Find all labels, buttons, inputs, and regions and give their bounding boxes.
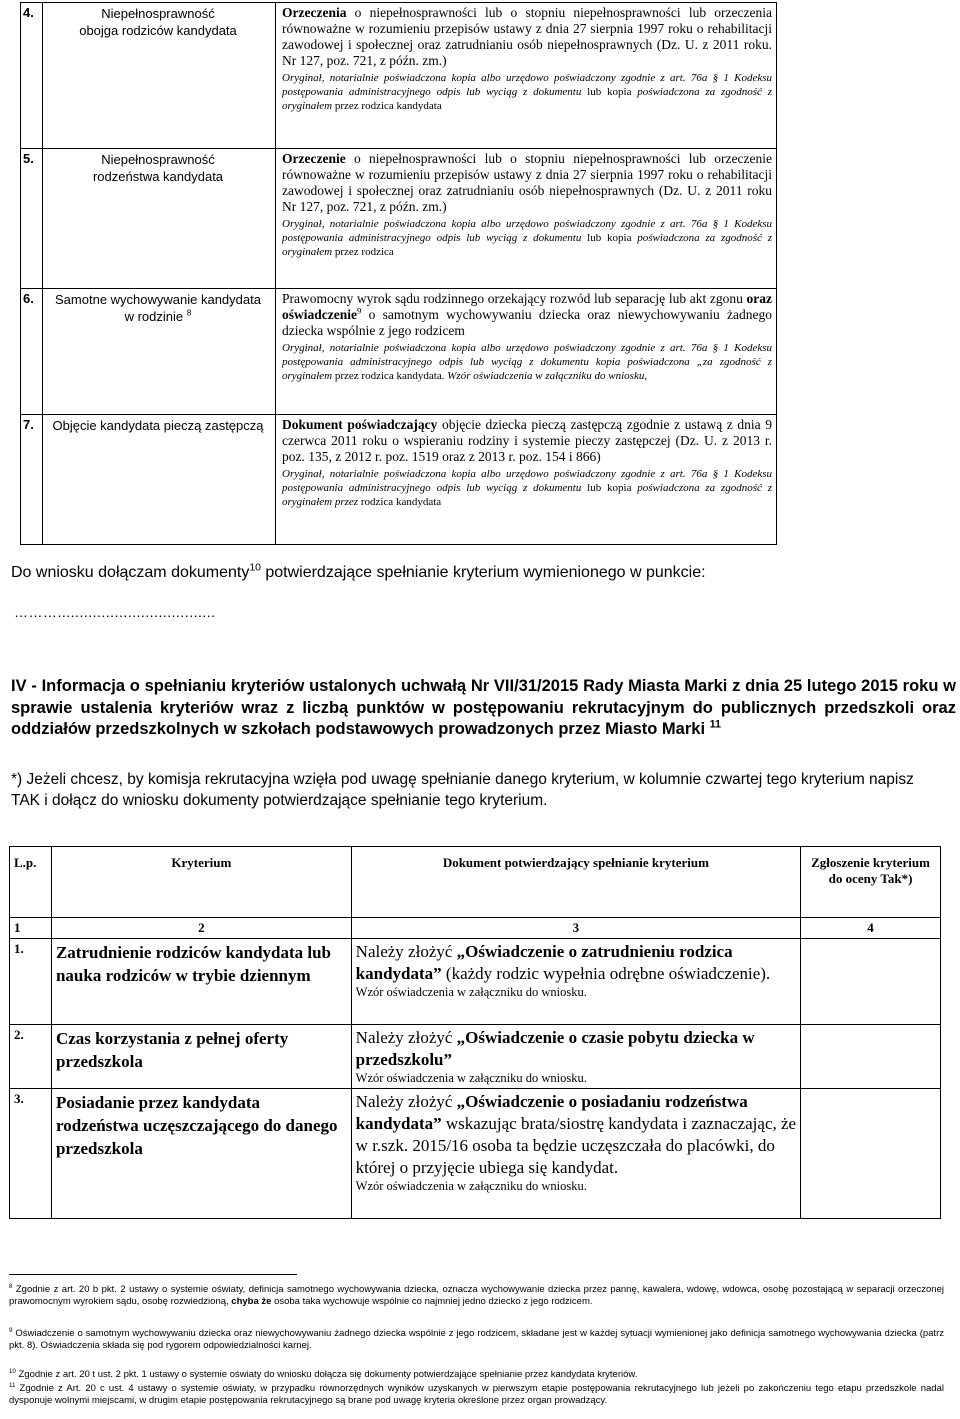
attachment-fill-field[interactable]: ……….................................... <box>14 604 216 620</box>
footnote-9: $^9$ Oświadczenie o samotnym wychowywaniu dziecka oraz niewychowywaniu żadnego dziecka wspólnie z jego rodzicem, składane jest w każdej sytuacji wymienionej jako definicja samotnego wychowywania dziecka (patrz pkt. 8). Oświadczenia składa się pod rygorem odpowiedzialności karnej. <box>9 1326 944 1351</box>
document-note: Oryginał, notarialnie poświadczona kopia albo urzędowo poświadczony zgodnie z art. 76a § 1 Kodeksu postępowania administracyjnego odpis lub wyciąg z dokumentu lub kopia poświadczona za zgodność z oryginałem przez rodzica <box>282 218 772 258</box>
column-number-row: 1 2 3 4 <box>10 918 941 939</box>
criterion-name: Objęcie kandydata pieczą zastępczą <box>43 415 276 545</box>
claim-cell[interactable] <box>801 939 941 1025</box>
footnote-10: $^{10}$ Zgodnie z art. 20 t ust. 2 pkt. 1 ustawy o systemie oświaty do wniosku dołącza się dokumenty potwierdzające spełnianie przez kandydata kryteriów. <box>9 1367 638 1380</box>
criterion-name: Samotne wychowywanie kandydata w rodzinie $^8$ <box>43 289 276 415</box>
points-table <box>9 846 941 1219</box>
instruction-text: *) Jeżeli chcesz, by komisja rekrutacyjna wzięła pod uwagę spełnianie danego kryterium, w kolumnie czwartej tego kryterium napisz TAK i dołącz do wniosku dokumenty potwierdzające spełnianie tego kryterium. <box>11 771 914 809</box>
row-number: 5. <box>21 149 43 289</box>
document-note: Oryginał, notarialnie poświadczona kopia albo urzędowo poświadczony zgodnie z art. 76a § 1 Kodeksu postępowania administracyjnego odpis lub wyciąg z dokumentu kopia poświadczona „za zgodność z oryginałem przez rodzica kandydata. Wzór oświadczenia w załączniku do wniosku, <box>282 342 772 382</box>
footnote-11: $^{11}$ Zgodnie z Art. 20 c ust. 4 ustawy o systemie oświaty, w przypadku równorzędnych wyników uzyskanych w pierwszym etapie postępowania rekrutacyjnego lub jeżeli po zakończeniu tego etapu przedszkole nadal dysponuje wolnymi miejscami, w drugim etapie postępowania rekrutacyjnego są brane pod uwagę kryteria określone przez organ prowadzący. <box>9 1381 944 1406</box>
criterion-title: Zatrudnienie rodziców kandydata lub nauka rodziców w trybie dziennym <box>51 939 351 1025</box>
criteria-table <box>20 2 777 545</box>
criterion-document: Orzeczenia o niepełnosprawności lub o stopniu niepełnosprawności lub orzeczenia równoważne w rozumieniu przepisów ustawy z dnia 27 sierpnia 1997 roku o rehabilitacji zawodowej i społecznej oraz zatrudnianiu osób niepełnosprawnych (Dz. U. z 2011 roku. Nr 127, poz. 721, z późn. zm.) Oryginał, notarialnie poświadczona kopia albo urzędowo poświadczony zgodnie z art. 76a § 1 Kodeksu postępowania administracyjnego odpis lub wyciąg z dokumentu lub kopia poświadczona za zgodność z oryginałem przez rodzica kandydata <box>276 3 777 149</box>
criteria-row <box>21 415 777 545</box>
table-header-row <box>10 847 941 918</box>
criteria-row <box>21 3 777 149</box>
criterion-document: Orzeczenie o niepełnosprawności lub o stopniu niepełnosprawności lub orzeczenie równoważne w rozumieniu przepisów ustawy z dnia 27 sierpnia 1997 roku o rehabilitacji zawodowej i społecznej oraz zatrudnianiu osób niepełnosprawnych (Dz. U. z 2011 roku Nr 127, poz. 721, z późn. zm.) Oryginał, notarialnie poświadczona kopia albo urzędowo poświadczony zgodnie z art. 76a § 1 Kodeksu postępowania administracyjnego odpis lub wyciąg z dokumentu lub kopia poświadczona za zgodność z oryginałem przez rodzica <box>276 149 777 289</box>
criterion-document: Prawomocny wyrok sądu rodzinnego orzekający rozwód lub separację lub akt zgonu oraz oświadczenie$^9$ o samotnym wychowywaniu dziecka oraz niewychowywaniu żadnego dziecka wspólnie z jego rodzicem Oryginał, notarialnie poświadczona kopia albo urzędowo poświadczony zgodnie z art. 76a § 1 Kodeksu postępowania administracyjnego odpis lub wyciąg z dokumentu kopia poświadczona „za zgodność z oryginałem przez rodzica kandydata. Wzór oświadczenia w załączniku do wniosku, <box>276 289 777 415</box>
header-lp: L.p. <box>10 847 52 918</box>
criterion-document: Dokument poświadczający objęcie dziecka pieczą zastępczą zgodnie z ustawą z dnia 9 czerwca 2011 roku o wspieraniu rodziny i systemie pieczy zastępczej (Dz. U. z 2013 r. poz. 135, z 2012 r. poz. 1519 oraz z 2013 r. poz. 154 i 866) Oryginał, notarialnie poświadczona kopia albo urzędowo poświadczony zgodnie z art. 76a § 1 Kodeksu postępowania administracyjnego odpis lub wyciąg z dokumentu lub kopia poświadczona za zgodność z oryginałem przez rodzica kandydata <box>276 415 777 545</box>
table-row: 2. Czas korzystania z pełnej oferty przedszkola Należy złożyć „Oświadczenie o czasie pobytu dziecka w przedszkolu” Wzór oświadczenia w załączniku do wniosku. <box>10 1025 941 1089</box>
row-number: 4. <box>21 3 43 149</box>
criterion-title: Posiadanie przez kandydata rodzeństwa uczęszczającego do danego przedszkola <box>51 1089 351 1219</box>
criterion-name: Niepełnosprawność rodzeństwa kandydata <box>43 149 276 289</box>
attachment-statement: Do wniosku dołączam dokumenty$^{10}$ potwierdzające spełnianie kryterium wymienionego w punkcie: <box>11 562 706 581</box>
document-note: Oryginał, notarialnie poświadczona kopia albo urzędowo poświadczony zgodnie z art. 76a § 1 Kodeksu postępowania administracyjnego odpis lub wyciąg z dokumentu lub kopia poświadczona za zgodność z oryginałem przez rodzica kandydata <box>282 468 772 508</box>
document-note: Oryginał, notarialnie poświadczona kopia albo urzędowo poświadczony zgodnie z art. 76a § 1 Kodeksu postępowania administracyjnego odpis lub wyciąg z dokumentu lub kopia poświadczona za zgodność z oryginałem przez rodzica kandydata <box>282 72 772 112</box>
row-number: 6. <box>21 289 43 415</box>
claim-cell[interactable] <box>801 1025 941 1089</box>
footnote-separator <box>9 1274 297 1275</box>
section-iv-heading: IV - Informacja o spełnianiu kryteriów ustalonych uchwałą Nr VII/31/2015 Rady Miasta Marki z dnia 25 lutego 2015 roku w sprawie ustalenia kryteriów wraz z liczbą punktów w postępowaniu rekrutacyjnym do publicznych przedszkoli oraz oddziałów przedszkolnych w szkołach podstawowych prowadzonych przez Miasto Marki $^{11}$ <box>11 677 956 738</box>
table-row: 1. Zatrudnienie rodziców kandydata lub nauka rodziców w trybie dziennym Należy złożyć „Oświadczenie o zatrudnieniu rodzica kandydata” (każdy rodzic wypełnia odrębne oświadczenie). Wzór oświadczenia w załączniku do wniosku. <box>10 939 941 1025</box>
footnote-8: $^8$ Zgodnie z art. 20 b pkt. 2 ustawy o systemie oświaty, definicja samotnego wychowywania dziecka, oznacza wychowywanie dziecka przez pannę, kawalera, wdowę, wdowca, osobę pozostającą w separacji orzeczonej prawomocnym wyrokiem sądu, osobę rozwiedzioną, chyba że osoba taka wychowuje wspólnie co najmniej jedno dziecko z jego rodzicem. <box>9 1282 944 1307</box>
criteria-row <box>21 289 777 415</box>
criteria-row <box>21 149 777 289</box>
criterion-name: Niepełnosprawność obojga rodziców kandydata <box>43 3 276 149</box>
criterion-document: Należy złożyć „Oświadczenie o czasie pobytu dziecka w przedszkolu” Wzór oświadczenia w załączniku do wniosku. <box>351 1025 800 1089</box>
header-document: Dokument potwierdzający spełnianie kryterium <box>351 847 800 918</box>
claim-cell[interactable] <box>801 1089 941 1219</box>
table-row: 3. Posiadanie przez kandydata rodzeństwa uczęszczającego do danego przedszkola Należy złożyć „Oświadczenie o posiadaniu rodzeństwa kandydata” wskazując brata/siostrę kandydata i zaznaczając, że w r.szk. 2015/16 osoba ta będzie uczęszczała do placówki, do której o przyjęcie ubiega się kandydat. Wzór oświadczenia w załączniku do wniosku. <box>10 1089 941 1219</box>
row-number: 7. <box>21 415 43 545</box>
header-criterion: Kryterium <box>51 847 351 918</box>
criterion-title: Czas korzystania z pełnej oferty przedszkola <box>51 1025 351 1089</box>
criterion-document: Należy złożyć „Oświadczenie o posiadaniu rodzeństwa kandydata” wskazując brata/siostrę kandydata i zaznaczając, że w r.szk. 2015/16 osoba ta będzie uczęszczała do placówki, do której o przyjęcie ubiega się kandydat. Wzór oświadczenia w załączniku do wniosku. <box>351 1089 800 1219</box>
header-claim: Zgłoszenie kryterium do oceny Tak*) <box>801 847 941 918</box>
criterion-document: Należy złożyć „Oświadczenie o zatrudnieniu rodzica kandydata” (każdy rodzic wypełnia odrębne oświadczenie). Wzór oświadczenia w załączniku do wniosku. <box>351 939 800 1025</box>
